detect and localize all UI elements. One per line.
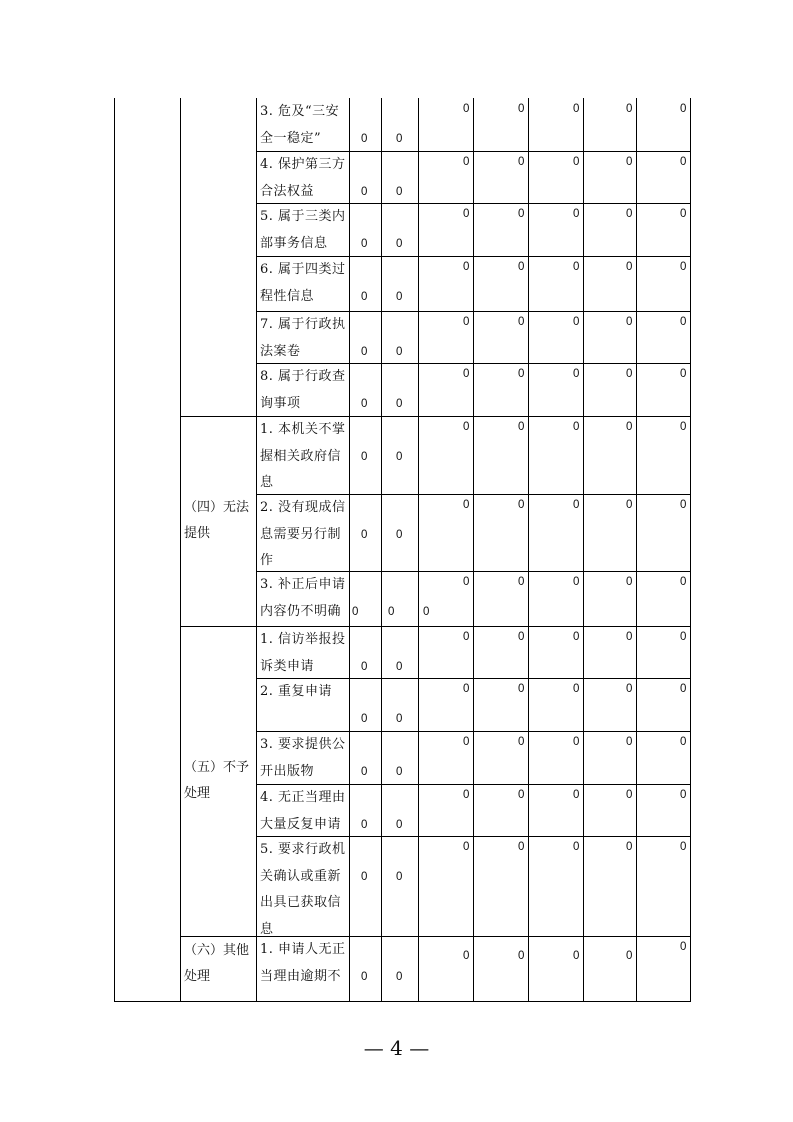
cell-value: 0	[396, 186, 403, 198]
cell-value: 0	[463, 950, 470, 962]
cell-value: 0	[463, 156, 470, 168]
table-hline	[180, 416, 691, 417]
cell-value: 0	[626, 683, 633, 695]
cell-value: 0	[463, 841, 470, 853]
cell-value: 0	[518, 103, 525, 115]
cell-value: 0	[680, 789, 687, 801]
cell-value: 0	[573, 208, 580, 220]
table-vline	[381, 98, 382, 1001]
table-vline	[690, 98, 691, 1001]
cell-value: 0	[396, 238, 403, 250]
cell-value: 0	[361, 398, 368, 410]
cell-value: 0	[396, 398, 403, 410]
cell-value: 0	[396, 451, 403, 463]
cell-value: 0	[680, 631, 687, 643]
cell-value: 0	[361, 133, 368, 145]
item-label	[260, 99, 339, 152]
cell-value: 0	[573, 499, 580, 511]
cell-value: 0	[573, 316, 580, 328]
item-label-line: 1. 信访举报投	[260, 632, 346, 647]
cell-value: 0	[518, 736, 525, 748]
item-label-line: 8. 属于行政查	[260, 369, 346, 384]
item-label-line: 5. 要求行政机	[260, 842, 346, 857]
item-label-line: 息	[260, 475, 274, 490]
table-vline	[180, 98, 181, 1001]
table-hline	[180, 936, 691, 937]
cell-value: 0	[680, 103, 687, 115]
cell-value: 0	[463, 368, 470, 380]
cell-value: 0	[626, 103, 633, 115]
cell-value: 0	[626, 421, 633, 433]
item-label-line: 内容仍不明确	[260, 603, 342, 619]
item-label	[260, 785, 346, 838]
cell-value: 0	[518, 208, 525, 220]
cell-value: 0	[518, 316, 525, 328]
cell-value: 0	[626, 631, 633, 643]
cell-value: 0	[680, 941, 687, 953]
cell-value: 0	[361, 186, 368, 198]
item-label-line: 3. 危及“三安	[260, 104, 340, 119]
table-vline	[418, 98, 419, 1001]
table-vline	[473, 98, 474, 1001]
cell-value: 0	[396, 971, 403, 983]
cell-value: 0	[573, 631, 580, 643]
cell-value: 0	[680, 368, 687, 380]
cell-value: 0	[463, 208, 470, 220]
item-label-line: 大量反复申请	[260, 816, 342, 832]
cell-value: 0	[626, 156, 633, 168]
item-label	[260, 837, 346, 943]
cell-value: 0	[361, 291, 368, 303]
item-label-line: 关确认或重新	[260, 868, 342, 884]
item-label-line: 4. 无正当理由	[260, 790, 346, 805]
item-label-line: 6. 属于四类过	[260, 262, 346, 277]
cell-value: 0	[396, 346, 403, 358]
cell-value: 0	[680, 576, 687, 588]
cell-value: 0	[573, 261, 580, 273]
cell-value: 0	[396, 133, 403, 145]
cell-value: 0	[423, 606, 430, 618]
cell-value: 0	[573, 841, 580, 853]
item-label	[260, 627, 346, 680]
cell-value: 0	[680, 683, 687, 695]
cell-value: 0	[518, 156, 525, 168]
cell-value: 0	[573, 736, 580, 748]
cell-value: 0	[361, 238, 368, 250]
cell-value: 0	[463, 421, 470, 433]
cell-value: 0	[361, 766, 368, 778]
item-label-line: 息	[260, 921, 274, 937]
cell-value: 0	[573, 789, 580, 801]
table-vline	[114, 98, 115, 1001]
cell-value: 0	[626, 316, 633, 328]
table-hline	[114, 1001, 691, 1002]
cell-value: 0	[396, 529, 403, 541]
item-label-line: 3. 要求提供公	[260, 737, 346, 752]
item-label-line: 握相关政府信	[260, 448, 342, 464]
item-label-line: 程性信息	[260, 288, 315, 304]
table-vline	[349, 98, 350, 1001]
item-label	[260, 572, 346, 625]
cell-value: 0	[352, 606, 359, 618]
group-label-line: 处理	[184, 969, 211, 984]
cell-value: 0	[626, 736, 633, 748]
item-label	[260, 732, 346, 785]
cell-value: 0	[361, 971, 368, 983]
cell-value: 0	[463, 789, 470, 801]
item-label-line: 出具已获取信	[260, 895, 342, 910]
item-label-line: 当理由逾期不	[260, 968, 342, 984]
cell-value: 0	[396, 713, 403, 725]
cell-value: 0	[573, 368, 580, 380]
cell-value: 0	[463, 631, 470, 643]
cell-value: 0	[680, 316, 687, 328]
group-label-line: 处理	[184, 786, 211, 801]
cell-value: 0	[518, 576, 525, 588]
cell-value: 0	[626, 261, 633, 273]
item-label-line: 3. 补正后申请	[260, 577, 346, 592]
item-label-line: 5. 属于三类内	[260, 209, 346, 224]
cell-value: 0	[573, 103, 580, 115]
item-label-line: 4. 保护第三方	[260, 157, 346, 172]
table-vline	[583, 98, 584, 1001]
cell-value: 0	[626, 208, 633, 220]
cell-value: 0	[573, 576, 580, 588]
item-label-line: 2. 重复申请	[260, 684, 333, 699]
cell-value: 0	[518, 499, 525, 511]
cell-value: 0	[463, 103, 470, 115]
group-label-line: （六）其他	[184, 943, 250, 958]
item-label-line: 7. 属于行政执	[260, 317, 346, 332]
table-vline	[528, 98, 529, 1001]
item-label	[260, 312, 346, 365]
group-label-line: 提供	[184, 526, 211, 541]
cell-value: 0	[388, 606, 395, 618]
group-label	[184, 495, 249, 547]
cell-value: 0	[680, 421, 687, 433]
cell-value: 0	[626, 499, 633, 511]
cell-value: 0	[396, 291, 403, 303]
item-label	[260, 937, 346, 990]
item-label-line: 1. 申请人无正	[260, 942, 346, 957]
cell-value: 0	[463, 683, 470, 695]
cell-value: 0	[518, 261, 525, 273]
table-vline	[256, 98, 257, 1001]
group-label	[184, 938, 249, 990]
cell-value: 0	[518, 421, 525, 433]
cell-value: 0	[463, 316, 470, 328]
item-label-line: 息需要另行制	[260, 526, 342, 542]
cell-value: 0	[361, 713, 368, 725]
cell-value: 0	[626, 789, 633, 801]
cell-value: 0	[573, 950, 580, 962]
cell-value: 0	[680, 841, 687, 853]
cell-value: 0	[626, 368, 633, 380]
item-label-line: 合法权益	[260, 183, 315, 199]
group-label-line: （四）无法	[184, 500, 250, 515]
cell-value: 0	[680, 261, 687, 273]
item-label-line: 作	[260, 553, 274, 568]
cell-value: 0	[626, 576, 633, 588]
group-label	[184, 755, 249, 807]
group-label-line: （五）不予	[184, 760, 250, 775]
cell-value: 0	[396, 819, 403, 831]
cell-value: 0	[463, 499, 470, 511]
cell-value: 0	[680, 156, 687, 168]
item-label-line: 1. 本机关不掌	[260, 422, 346, 437]
cell-value: 0	[573, 156, 580, 168]
cell-value: 0	[518, 368, 525, 380]
cell-value: 0	[573, 683, 580, 695]
cell-value: 0	[396, 661, 403, 673]
cell-value: 0	[361, 346, 368, 358]
cell-value: 0	[680, 736, 687, 748]
cell-value: 0	[573, 421, 580, 433]
item-label	[260, 152, 346, 205]
item-label	[260, 495, 346, 575]
cell-value: 0	[626, 841, 633, 853]
cell-value: 0	[680, 499, 687, 511]
cell-value: 0	[518, 631, 525, 643]
cell-value: 0	[680, 208, 687, 220]
cell-value: 0	[518, 950, 525, 962]
table-hline	[180, 626, 691, 627]
item-label	[260, 679, 332, 706]
item-label-line: 全一稳定”	[260, 130, 322, 146]
item-label-line: 法案卷	[260, 343, 301, 359]
cell-value: 0	[463, 736, 470, 748]
cell-value: 0	[396, 871, 403, 883]
cell-value: 0	[518, 789, 525, 801]
cell-value: 0	[361, 819, 368, 831]
cell-value: 0	[518, 841, 525, 853]
cell-value: 0	[361, 871, 368, 883]
item-label	[260, 417, 346, 497]
cell-value: 0	[626, 950, 633, 962]
item-label-line: 部事务信息	[260, 235, 328, 251]
cell-value: 0	[361, 529, 368, 541]
item-label	[260, 204, 346, 257]
cell-value: 0	[361, 661, 368, 673]
page-number: — 4 —	[363, 1036, 430, 1060]
item-label	[260, 364, 346, 417]
cell-value: 0	[361, 451, 368, 463]
cell-value: 0	[463, 576, 470, 588]
item-label-line: 开出版物	[260, 763, 315, 779]
item-label	[260, 257, 346, 310]
cell-value: 0	[396, 766, 403, 778]
cell-value: 0	[463, 261, 470, 273]
item-label-line: 2. 没有现成信	[260, 500, 346, 515]
item-label-line: 诉类申请	[260, 658, 315, 674]
item-label-line: 询事项	[260, 395, 301, 411]
table-vline	[636, 98, 637, 1001]
cell-value: 0	[518, 683, 525, 695]
